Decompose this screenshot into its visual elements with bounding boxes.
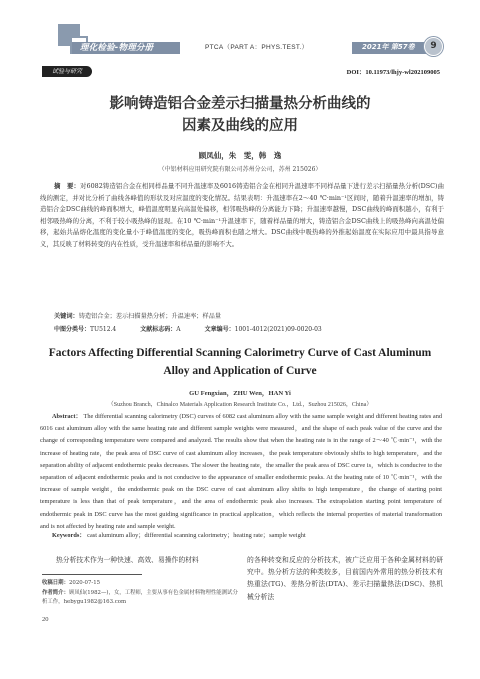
journal-name: PTCA（PART A：PHYS.TEST.） — [205, 44, 309, 51]
document-code-value: A — [176, 326, 181, 333]
abstract-chinese-label: 摘 要： — [54, 182, 80, 190]
title-english — [40, 344, 440, 380]
clc-value: TU512.4 — [90, 326, 117, 333]
keywords-english-text: cast aluminum alloy；differential scanning calorimetry；heating rate；sample weight — [87, 532, 306, 539]
received-label: 收稿日期： — [42, 580, 69, 586]
title-chinese-line-1: 影响铸造铝合金差示扫描量热分析曲线的 — [109, 96, 371, 112]
affiliation-english: （Suzhou Branch，Chinalco Materials Application Research Institute Co.，Ltd.，Suzhou 215026，China） — [107, 402, 373, 408]
document-code-label: 文献标志码： — [140, 326, 177, 333]
body-text-left: 热分析技术作为一种快速、高效、易操作的材料 — [56, 556, 199, 564]
footnote-author — [42, 589, 242, 608]
document-code — [140, 324, 180, 333]
title-chinese-line-2: 因素及曲线的应用 — [182, 118, 298, 134]
abstract-english — [40, 411, 442, 533]
keywords-english-label: Keywords： — [52, 532, 86, 539]
abstract-english-text: The differential scanning calorimetry (DSC) curves of 6082 cast aluminum alloy with the same sample weight and different heating rates and 6016 cast aluminum alloy with the same heating rate and different sample weights were measured，and the shape of each peak value of the curve and the change of corresponding temperature were compared and analyzed. The results show that when the heating rate is in the range of 2～40 ℃·min⁻¹，with the increase of heating rate，the peak area of DSC curve of cast aluminum alloy increases，the peak temperature obviously shifts to high temperature，and the separation ability of adjacent endothermic peaks decreases. The slower the heating rate，the smaller the peak area of DSC curve is，which is conducive to the separation of adjacent endothermic peaks and is not conducive to the appearance of smaller endothermic peaks. At the heating rate of 10 ℃·min⁻¹，with the increase of sample weight，the endothermic peak on the DSC curve of cast aluminum alloy shifts to high temperature，the change of starting point temperature is less than that of peak temperature，and the area of endothermic peak also increases. The extrapolation starting point temperature of endothermic peak in DSC curve has the most guiding significance in practical application，which reflects the internal properties of material transformation and is not affected by heating rate and sample weight. — [40, 413, 442, 530]
section-tag: 试验与研究 — [42, 66, 92, 77]
keywords-chinese-label: 关键词： — [54, 313, 79, 320]
issue-badge: 9 — [424, 37, 443, 56]
volume-label: 2021年 第57卷 — [362, 43, 415, 51]
keywords-chinese-text: 铸造铝合金；差示扫描量热分析；升温速率；样品量 — [78, 313, 222, 320]
authors-chinese: 顾凤仙，朱 雯，韩 逸 — [198, 151, 282, 160]
author-bio-label: 作者简介： — [42, 589, 69, 596]
title-english-line-2: Alloy and Application of Curve — [163, 365, 317, 377]
received-date: 2020-07-15 — [68, 580, 101, 586]
body-text-right: 的各种转变和反应的分析技术，被广泛应用于各种金属材料的研究中。热分析方法的种类较多，目前国内外常用的热分析技术有热重法(TG)、差热分析法(DTA)、差示扫描量热法(DSC)、热机械分析法 — [247, 556, 443, 601]
author-bio: 顾凤仙(1982—)，女，工程师，主要从事有色金属材料物理性能测试分析工作，hebygu1982@163.com — [42, 589, 238, 605]
page-number: 20 — [42, 616, 49, 623]
article-id-value: 1001-4012(2021)09-0020-03 — [234, 326, 322, 333]
footnote-received — [42, 579, 242, 589]
abstract-chinese-text: 对6082铸造铝合金在相同样品量不同升温速率及6016铸造铝合金在相同升温速率不同样品量下进行差示扫描量热分析(DSC)曲线的测定，并对比分析了曲线各峰值的形状及对应温度的变化情况。结果表明：升温速率在2～40 ℃·min⁻¹区间时，随着升温速率的增加，铸造铝合金DSC曲线的峰面积增大，峰值温度明显向高温处偏移，相邻吸热峰的分离能力下降；升温速率越慢，DSC曲线的峰面积越小，有利于相邻吸热峰的分离，不利于较小吸热峰的显现。在10 ℃·min⁻¹升温速率下，随着样品量的增大，铸造铝合金DSC曲线上的吸热峰向高温处偏移，起始共晶熔化温度的变化量小于峰值温度的变化，吸热峰面积也随之增大。DSC曲线中吸热峰的外推起始温度在实际应用中最具指导意义，其反映了材料转变的内在性质，受升温速率和样品量的影响不大。 — [40, 182, 445, 248]
footnote — [42, 579, 242, 608]
classification-row — [54, 324, 322, 333]
title-chinese — [40, 93, 440, 137]
keywords-english — [52, 530, 306, 539]
keywords-chinese — [54, 311, 221, 320]
doi: DOI：10.11973/lhjy-wl202109005 — [346, 69, 440, 76]
clc-label: 中图分类号： — [54, 326, 91, 333]
title-english-line-1: Factors Affecting Differential Scanning Calorimetry Curve of Cast Aluminum — [48, 347, 432, 359]
footnote-divider — [42, 574, 142, 575]
authors-english: GU Fengxian，ZHU Wen，HAN Yi — [189, 390, 291, 397]
journal-brand: 理化检验-物理分册 — [80, 43, 154, 53]
abstract-english-label: Abstract： — [52, 413, 82, 420]
affiliation-chinese: （中铝材料应用研究院有限公司苏州分公司，苏州 215026） — [158, 166, 322, 173]
journal-header — [0, 22, 480, 56]
clc-number — [54, 324, 116, 333]
abstract-chinese — [40, 181, 444, 251]
article-id-label: 文章编号： — [204, 326, 235, 333]
article-id — [205, 324, 322, 333]
